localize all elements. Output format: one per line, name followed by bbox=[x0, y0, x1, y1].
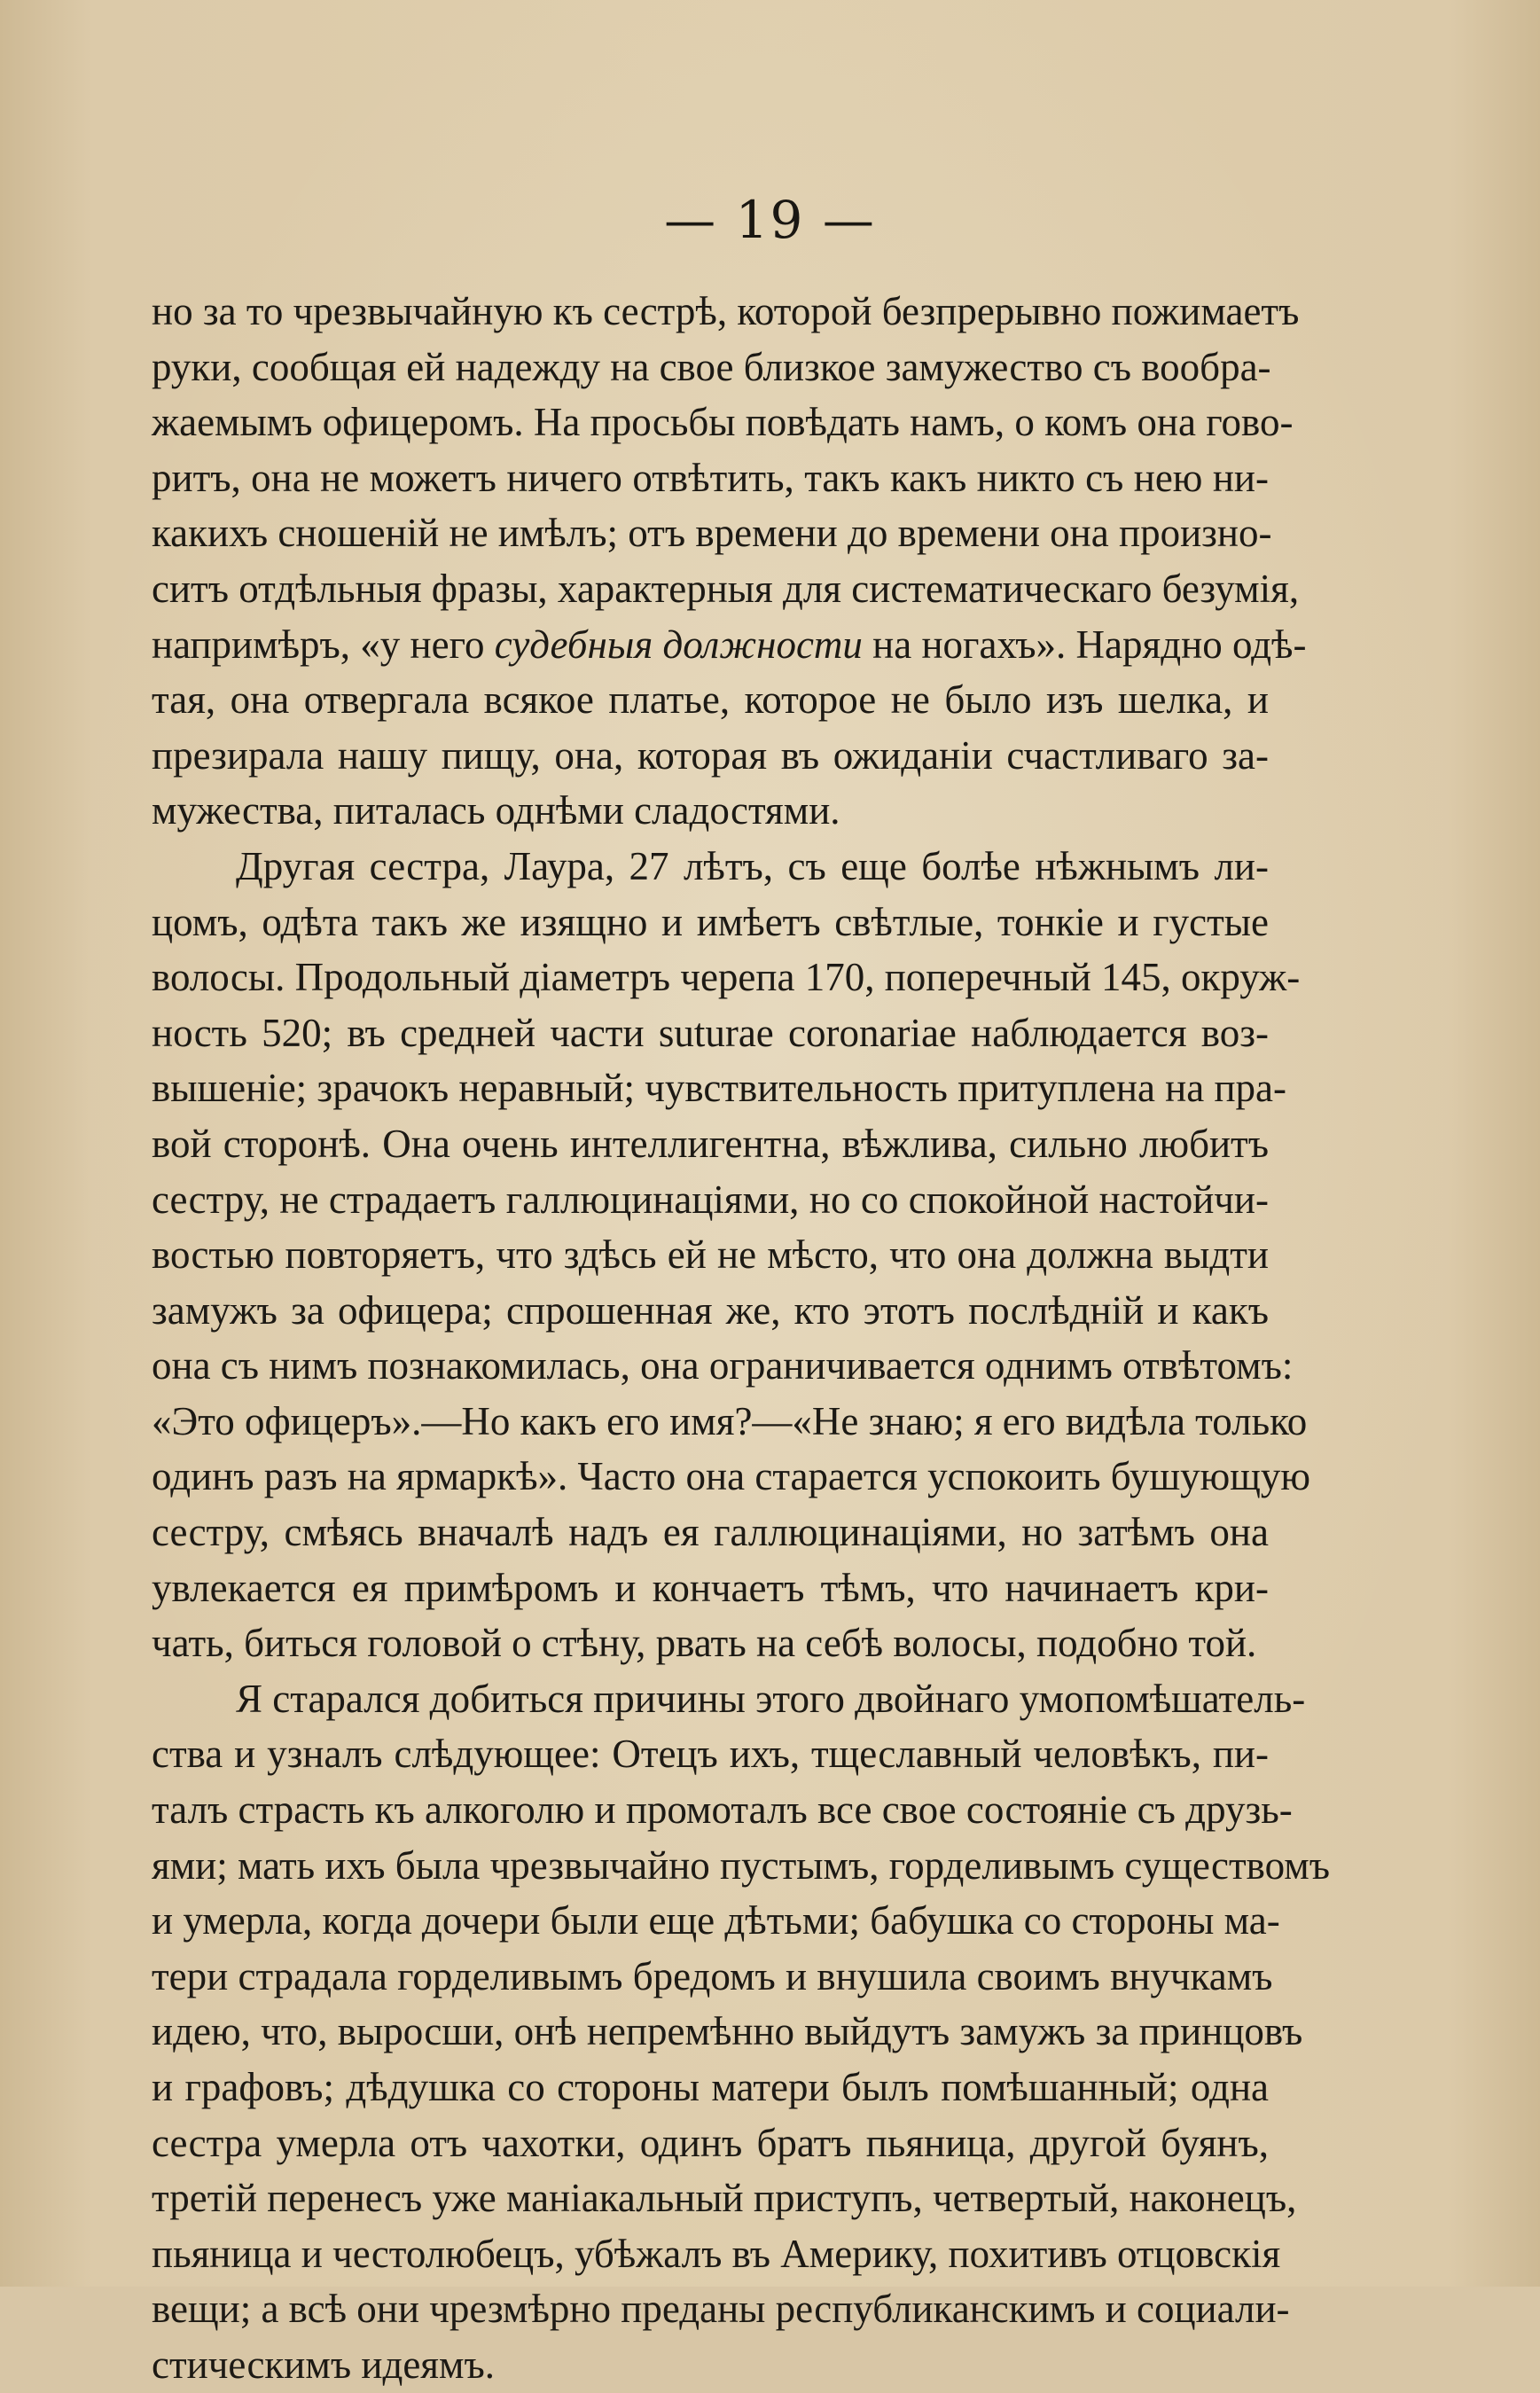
text-line: вещи; а всѣ они чрезмѣрно преданы республиканскимъ и социали- bbox=[152, 2287, 1290, 2332]
text-line: волосы. Продольный діаметръ черепа 170, поперечный 145, окруж- bbox=[152, 955, 1301, 1000]
text-line: руки, сообщая ей надежду на свое близкое замужество съ вообра- bbox=[152, 344, 1271, 389]
text-line: вышеніе; зрачокъ неравный; чувствительность притуплена на пра- bbox=[152, 1066, 1287, 1111]
text-line: сестра умерла отъ чахотки, одинъ братъ пьяница, другой буянъ, bbox=[152, 2120, 1269, 2165]
text-line: востью повторяетъ, что здѣсь ей не мѣсто, что она должна выдти bbox=[152, 1232, 1269, 1278]
page-number: — 19 — bbox=[664, 190, 876, 250]
text-line: тери страдала горделивымъ бредомъ и внушила своимъ внучкамъ bbox=[152, 1953, 1273, 1998]
text-line: сестру, не страдаетъ галлюцинаціями, но со спокойной настойчи- bbox=[152, 1177, 1269, 1222]
text-line: идею, что, выросши, онѣ непремѣнно выйдутъ замужъ за принцовъ bbox=[152, 2009, 1303, 2054]
text-line: чать, биться головой о стѣну, рвать на себѣ волосы, подобно той. bbox=[152, 1621, 1257, 1666]
text-line: ства и узналъ слѣдующее: Отецъ ихъ, тщеславный человѣкъ, пи- bbox=[152, 1732, 1269, 1777]
text-line: третій перенесъ уже маніакальный приступъ, четвертый, наконецъ, bbox=[152, 2176, 1297, 2221]
text-line: увлекается ея примѣромъ и кончаетъ тѣмъ, что начинаетъ кри- bbox=[152, 1565, 1269, 1610]
text-line: одинъ разъ на ярмаркѣ». Часто она старается успокоить бушующую bbox=[152, 1454, 1310, 1499]
text-line: и графовъ; дѣдушка со стороны матери былъ помѣшанный; одна bbox=[152, 2065, 1269, 2109]
italic-phrase: судебныя должности bbox=[494, 622, 863, 667]
text-line: стическимъ идеямъ. bbox=[152, 2342, 496, 2387]
text-line: какихъ сношеній не имѣлъ; отъ времени до времени она произно- bbox=[152, 511, 1272, 556]
text-line: цомъ, одѣта такъ же изящно и имѣетъ свѣтлые, тонкіе и густые bbox=[152, 899, 1269, 944]
paragraph-1 bbox=[152, 284, 1307, 839]
text-line: презирала нашу пищу, она, которая въ ожиданіи счастливаго за- bbox=[152, 732, 1269, 778]
text-line: «Это офицеръ».—Но какъ его имя?—«Не знаю; я его видѣла только bbox=[152, 1398, 1308, 1443]
text-line: ритъ, она не можетъ ничего отвѣтить, такъ какъ никто съ нею ни- bbox=[152, 455, 1269, 500]
text-line: ность 520; въ средней части suturae coronariae наблюдается воз- bbox=[152, 1010, 1269, 1055]
text-line: сестру, смѣясь вначалѣ надъ ея галлюцинаціями, но затѣмъ она bbox=[152, 1510, 1269, 1555]
body-text bbox=[152, 284, 1330, 2393]
text-line: мужества, питалась однѣми сладостями. bbox=[152, 788, 840, 833]
text-line: пьяница и честолюбецъ, убѣжалъ въ Америку, похитивъ отцовскія bbox=[152, 2231, 1281, 2276]
text-line: Я старался добиться причины этого двойнаго умопомѣшатель- bbox=[236, 1676, 1306, 1721]
text-line: замужъ за офицера; спрошенная же, кто этотъ послѣдній и какъ bbox=[152, 1287, 1269, 1333]
text-line: но за то чрезвычайную къ сестрѣ, которой безпрерывно пожимаетъ bbox=[152, 289, 1300, 333]
text-line: ситъ отдѣльныя фразы, характерныя для систематическаго безумія, bbox=[152, 566, 1300, 611]
text-line: Другая сестра, Лаура, 27 лѣтъ, съ еще болѣе нѣжнымъ ли- bbox=[236, 843, 1269, 888]
text-line: и умерла, когда дочери были еще дѣтьми; бабушка со стороны ма- bbox=[152, 1898, 1280, 1943]
paragraph-3 bbox=[152, 1671, 1330, 2393]
text-line: вой сторонѣ. Она очень интеллигентна, вѣжлива, сильно любитъ bbox=[152, 1121, 1269, 1166]
text-line: жаемымъ офицеромъ. На просьбы повѣдать намъ, о комъ она гово- bbox=[152, 400, 1294, 445]
text-line: талъ страсть къ алкоголю и промоталъ все свое состояніе съ друзь- bbox=[152, 1787, 1293, 1833]
text-line: она съ нимъ познакомилась, она ограничивается однимъ отвѣтомъ: bbox=[152, 1343, 1294, 1388]
text-line: тая, она отвергала всякое платье, которое не было изъ шелка, и bbox=[152, 677, 1269, 723]
text-line: напримѣръ, «у него судебныя должности на ногахъ». Нарядно одѣ- bbox=[152, 622, 1307, 667]
paragraph-2 bbox=[152, 839, 1310, 1671]
text-line: ями; мать ихъ была чрезвычайно пустымъ, горделивымъ существомъ bbox=[152, 1842, 1330, 1888]
